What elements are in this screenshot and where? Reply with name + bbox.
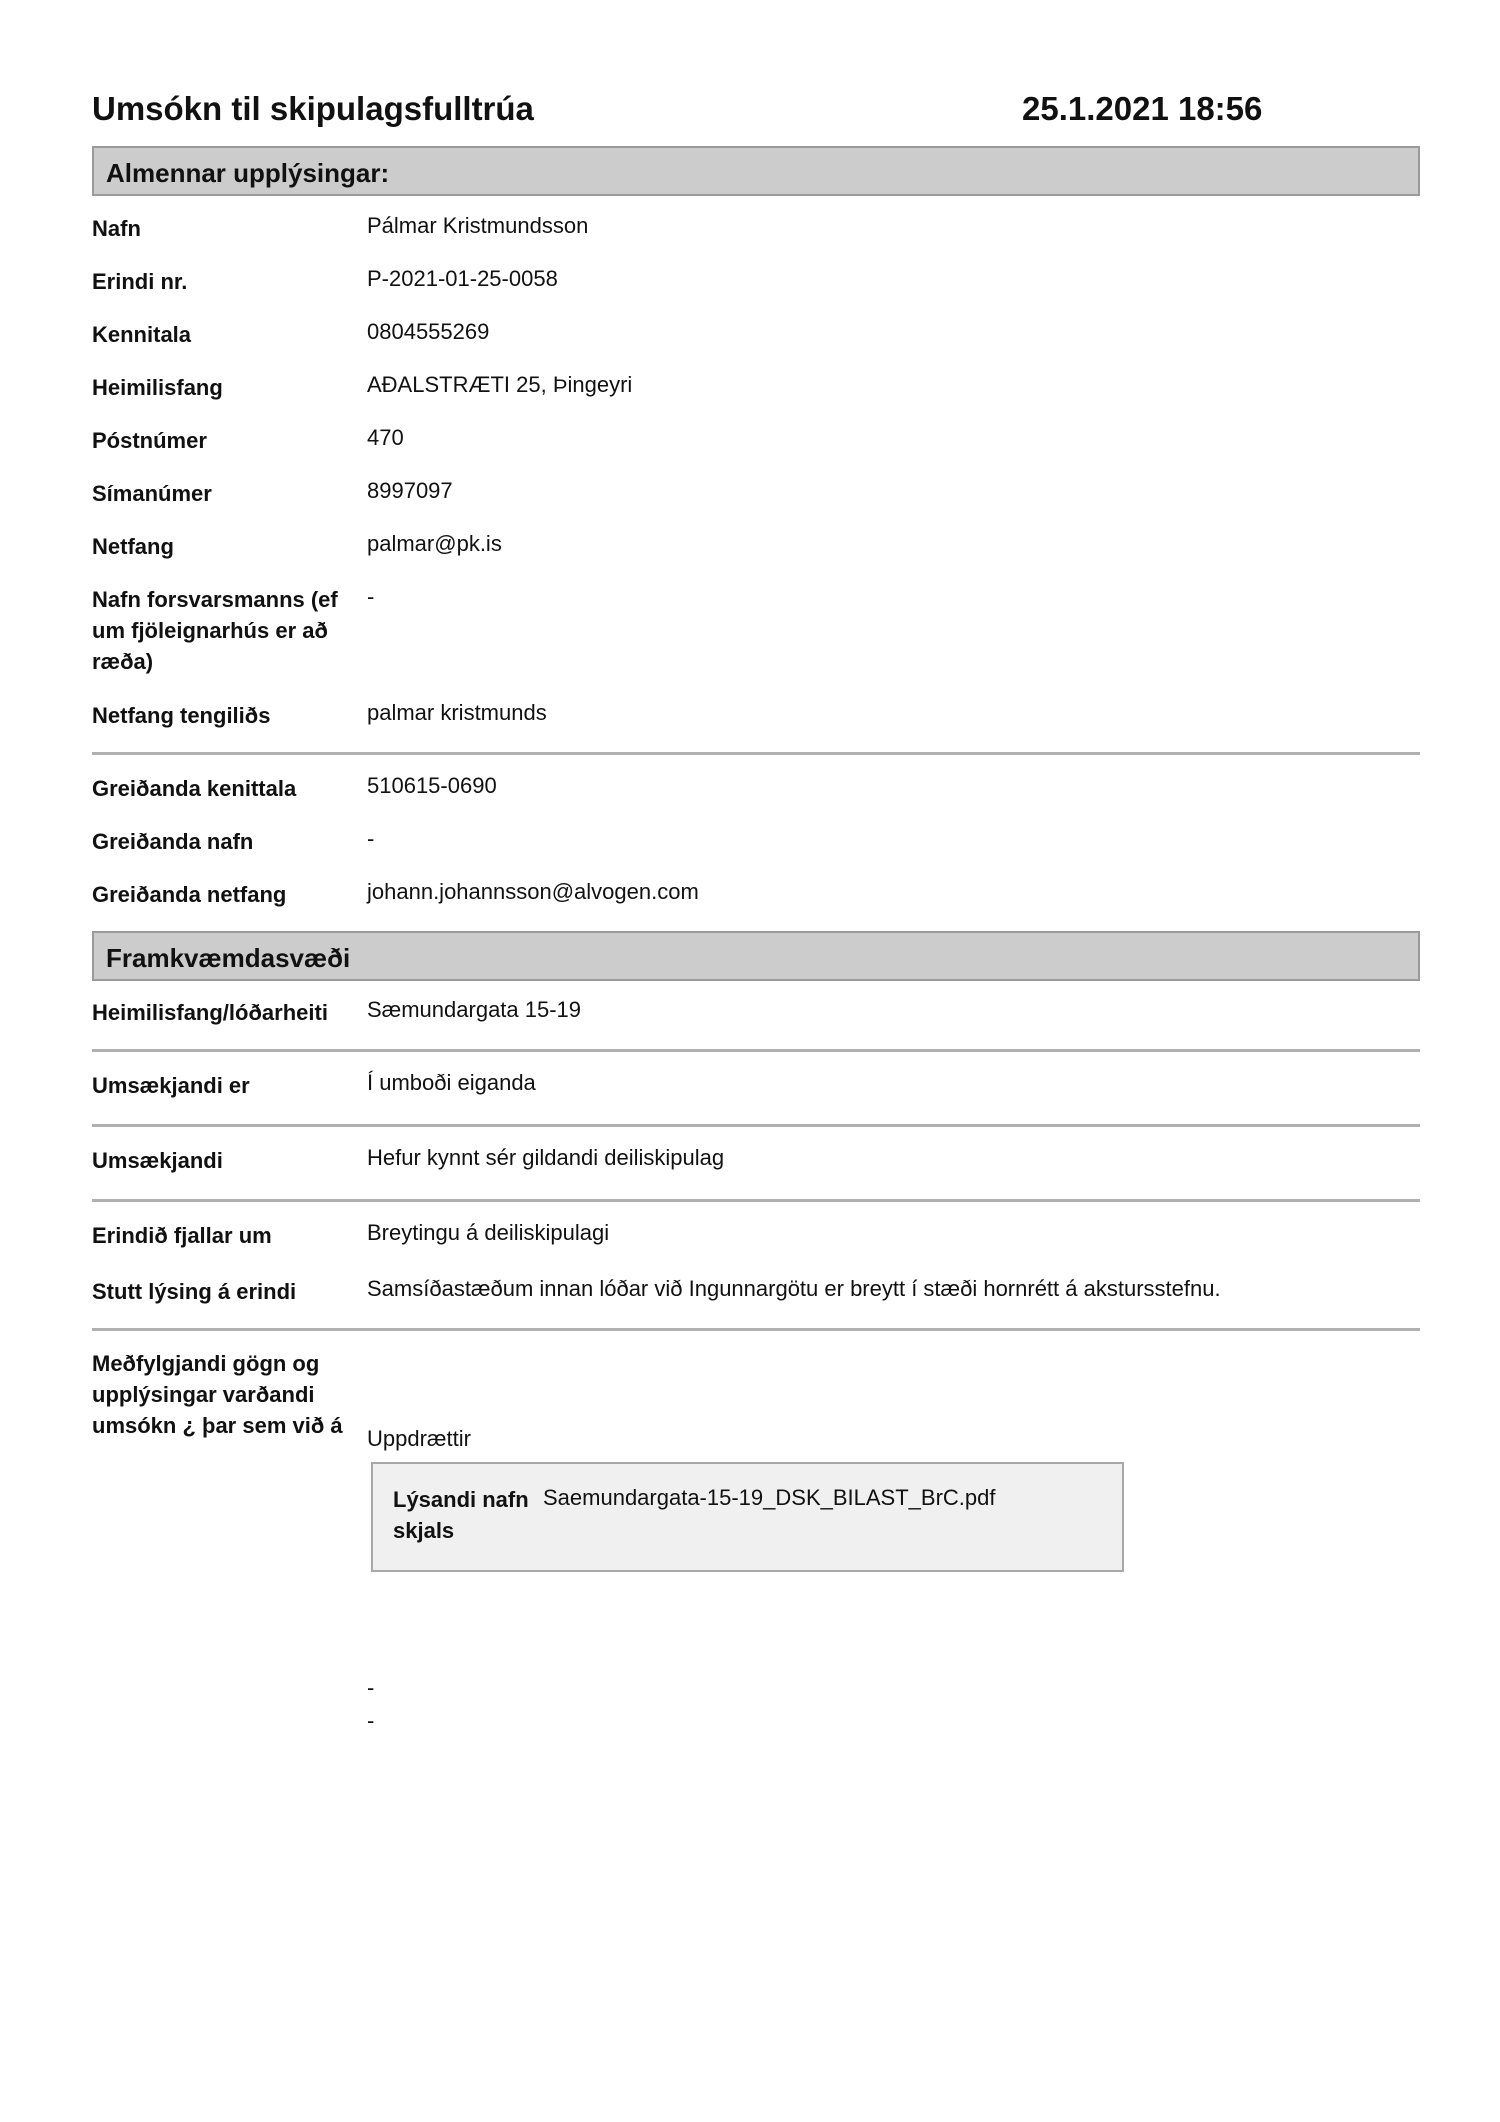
field-value-payer-kennitala: 510615-0690 [367, 773, 497, 798]
field-value-phone: 8997097 [367, 478, 453, 503]
section-header-general [92, 146, 1420, 196]
field-label-applicant: Umsækjandi [92, 1148, 223, 1173]
field-label-description: Stutt lýsing á erindi [92, 1279, 297, 1304]
field-value-payer-email: johann.johannsson@alvogen.com [367, 879, 699, 904]
field-label-lot: Heimilisfang/lóðarheiti [92, 1000, 328, 1025]
file-name: Saemundargata-15-19_DSK_BILAST_BrC.pdf [543, 1485, 996, 1510]
field-value-applicant-is: Í umboði eiganda [367, 1070, 536, 1095]
field-label-representative: Nafn forsvarsmanns (ef um fjöleignarhús er að ræða) [92, 587, 338, 674]
field-value-kennitala: 0804555269 [367, 319, 490, 344]
field-value-name: Pálmar Kristmundsson [367, 213, 589, 238]
extra-value-2: - [367, 1708, 375, 1733]
field-value-description: Samsíðastæðum innan lóðar við Ingunnargötu er breytt í stæði hornrétt á akstursstefnu. [367, 1276, 1221, 1301]
field-value-address: AÐALSTRÆTI 25, Þingeyri [367, 372, 633, 397]
divider [92, 752, 1420, 755]
section-title: Framkvæmdasvæði [106, 943, 351, 973]
section-header-project-area [92, 931, 1420, 981]
divider [92, 1049, 1420, 1052]
field-label-case-no: Erindi nr. [92, 269, 188, 294]
field-label-payer-kennitala: Greiðanda kenittala [92, 776, 297, 801]
field-label-attachments: Meðfylgjandi gögn og upplýsingar varðandi umsókn ¿ þar sem við á [92, 1351, 343, 1438]
page-datetime: 25.1.2021 18:56 [1022, 90, 1263, 127]
section-title: Almennar upplýsingar: [106, 158, 390, 188]
field-label-payer-name: Greiðanda nafn [92, 829, 254, 854]
field-label-kennitala: Kennitala [92, 322, 192, 347]
attachment-file-box [371, 1462, 1124, 1572]
divider [92, 1199, 1420, 1202]
field-label-email: Netfang [92, 534, 174, 559]
divider [92, 1124, 1420, 1127]
field-value-representative: - [367, 584, 375, 609]
field-label-name: Nafn [92, 216, 141, 241]
field-value-applicant: Hefur kynnt sér gildandi deiliskipulag [367, 1145, 725, 1170]
attachment-category: Uppdrættir [367, 1426, 471, 1451]
page-title: Umsókn til skipulagsfulltrúa [92, 90, 534, 127]
field-label-contact-email: Netfang tengiliðs [92, 703, 271, 728]
field-label-applicant-is: Umsækjandi er [92, 1073, 250, 1098]
field-label-payer-email: Greiðanda netfang [92, 882, 287, 907]
divider [92, 1328, 1420, 1331]
extra-value-1: - [367, 1675, 375, 1700]
file-label: Lýsandi nafn skjals [393, 1487, 529, 1543]
field-label-postcode: Póstnúmer [92, 428, 207, 453]
field-value-subject: Breytingu á deiliskipulagi [367, 1220, 610, 1245]
field-label-phone: Símanúmer [92, 481, 212, 506]
field-value-email: palmar@pk.is [367, 531, 502, 556]
field-value-payer-name: - [367, 826, 375, 851]
field-label-address: Heimilisfang [92, 375, 223, 400]
field-value-case-no: P-2021-01-25-0058 [367, 266, 558, 291]
field-value-contact-email: palmar kristmunds [367, 700, 547, 725]
field-label-subject: Erindið fjallar um [92, 1223, 272, 1248]
field-value-postcode: 470 [367, 425, 404, 450]
field-value-lot: Sæmundargata 15-19 [367, 997, 582, 1022]
